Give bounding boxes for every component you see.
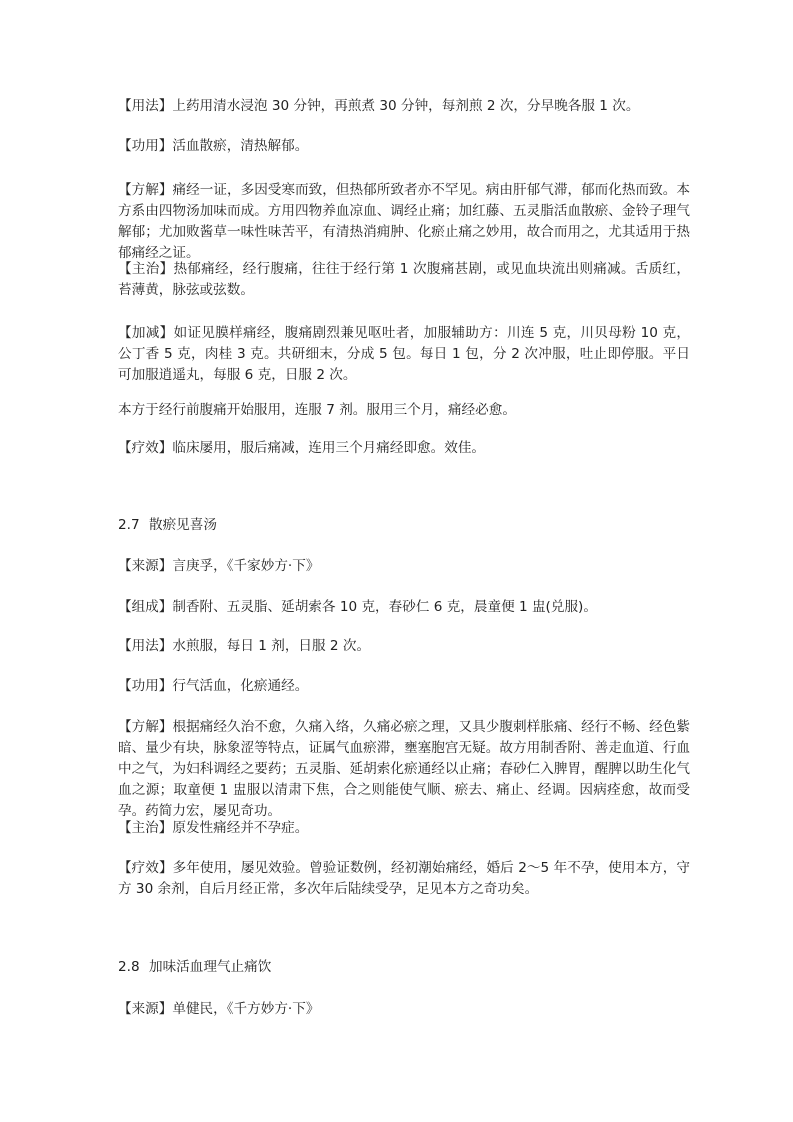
indication-paragraph: 【主治】热郁痛经，经行腹痛，往往于经行第 1 次腹痛甚剧，或见血块流出则痛减。舌质红，苔薄黄，脉弦或弦数。: [118, 261, 690, 298]
source-paragraph: 【来源】言庚孚，《千家妙方·下》: [118, 558, 320, 574]
section-number: 2.7: [118, 517, 140, 533]
indication-paragraph: 【主治】原发性痛经并不孕症。: [118, 820, 309, 836]
efficacy-paragraph: 【疗效】临床屡用，服后痛减，连用三个月痛经即愈。效佳。: [118, 440, 486, 456]
dosage-note-paragraph: 本方于经行前腹痛开始服用，连服 7 剂。服用三个月，痛经必愈。: [118, 402, 516, 418]
explanation-paragraph: 【方解】痛经一证，多因受寒而致，但热郁所致者亦不罕见。病由肝郁气滞，郁而化热而致。本方系由四物汤加味而成。方用四物养血凉血、调经止痛；加红藤、五灵脂活血散瘀、金铃子理气解郁；尤加败酱草一味性味苦平，有清热消痈肿、化瘀止痛之妙用，故合而用之，尤其适用于热郁痛经之证。: [118, 182, 690, 261]
usage-paragraph: 【用法】上药用清水浸泡 30 分钟，再煎煮 30 分钟，每剂煎 2 次，分早晚各服 1 次。: [118, 98, 640, 114]
section-heading-2-8: [118, 957, 271, 978]
section-title: 加味活血理气止痛饮: [149, 959, 272, 975]
function-paragraph: 【功用】活血散瘀，清热解郁。: [118, 138, 309, 154]
section-title: 散瘀见喜汤: [149, 517, 217, 533]
section-number: 2.8: [118, 959, 140, 975]
section-heading-2-7: [118, 515, 217, 536]
modification-paragraph: 【加减】如证见膜样痛经，腹痛剧烈兼见呕吐者，加服辅助方：川连 5 克，川贝母粉 10 克，公丁香 5 克，肉桂 3 克。共研细末，分成 5 包。每日 1 包，分 2 次冲服，吐止即停服。平日可加服逍遥丸，每服 6 克，日服 2 次。: [118, 325, 690, 383]
usage-paragraph: 【用法】水煎服，每日 1 剂，日服 2 次。: [118, 638, 371, 654]
composition-paragraph: 【组成】制香附、五灵脂、延胡索各 10 克，春砂仁 6 克，晨童便 1 盅(兑服)。: [118, 599, 597, 615]
source-paragraph: 【来源】单健民，《千方妙方·下》: [118, 1001, 320, 1017]
explanation-paragraph: 【方解】根据痛经久治不愈，久痛入络，久痛必瘀之理，又具少腹刺样胀痛、经行不畅、经色紫暗、量少有块，脉象涩等特点，证属气血瘀滞，壅塞胞宫无疑。故方用制香附、善走血道、行血中之气，为妇科调经之要药；五灵脂、延胡索化瘀通经以止痛；春砂仁入脾胃，醒脾以助生化气血之源；取童便 1 盅服以清肃下焦，合之则能使气顺、瘀去、痛止、经调。因病痊愈，故而受孕。药简力宏，屡见奇功。: [118, 719, 690, 819]
efficacy-paragraph: 【疗效】多年使用，屡见效验。曾验证数例，经初潮始痛经，婚后 2～5 年不孕，使用本方，守方 30 余剂，自后月经正常，多次年后陆续受孕，足见本方之奇功矣。: [118, 860, 690, 897]
function-paragraph: 【功用】行气活血，化瘀通经。: [118, 678, 309, 694]
